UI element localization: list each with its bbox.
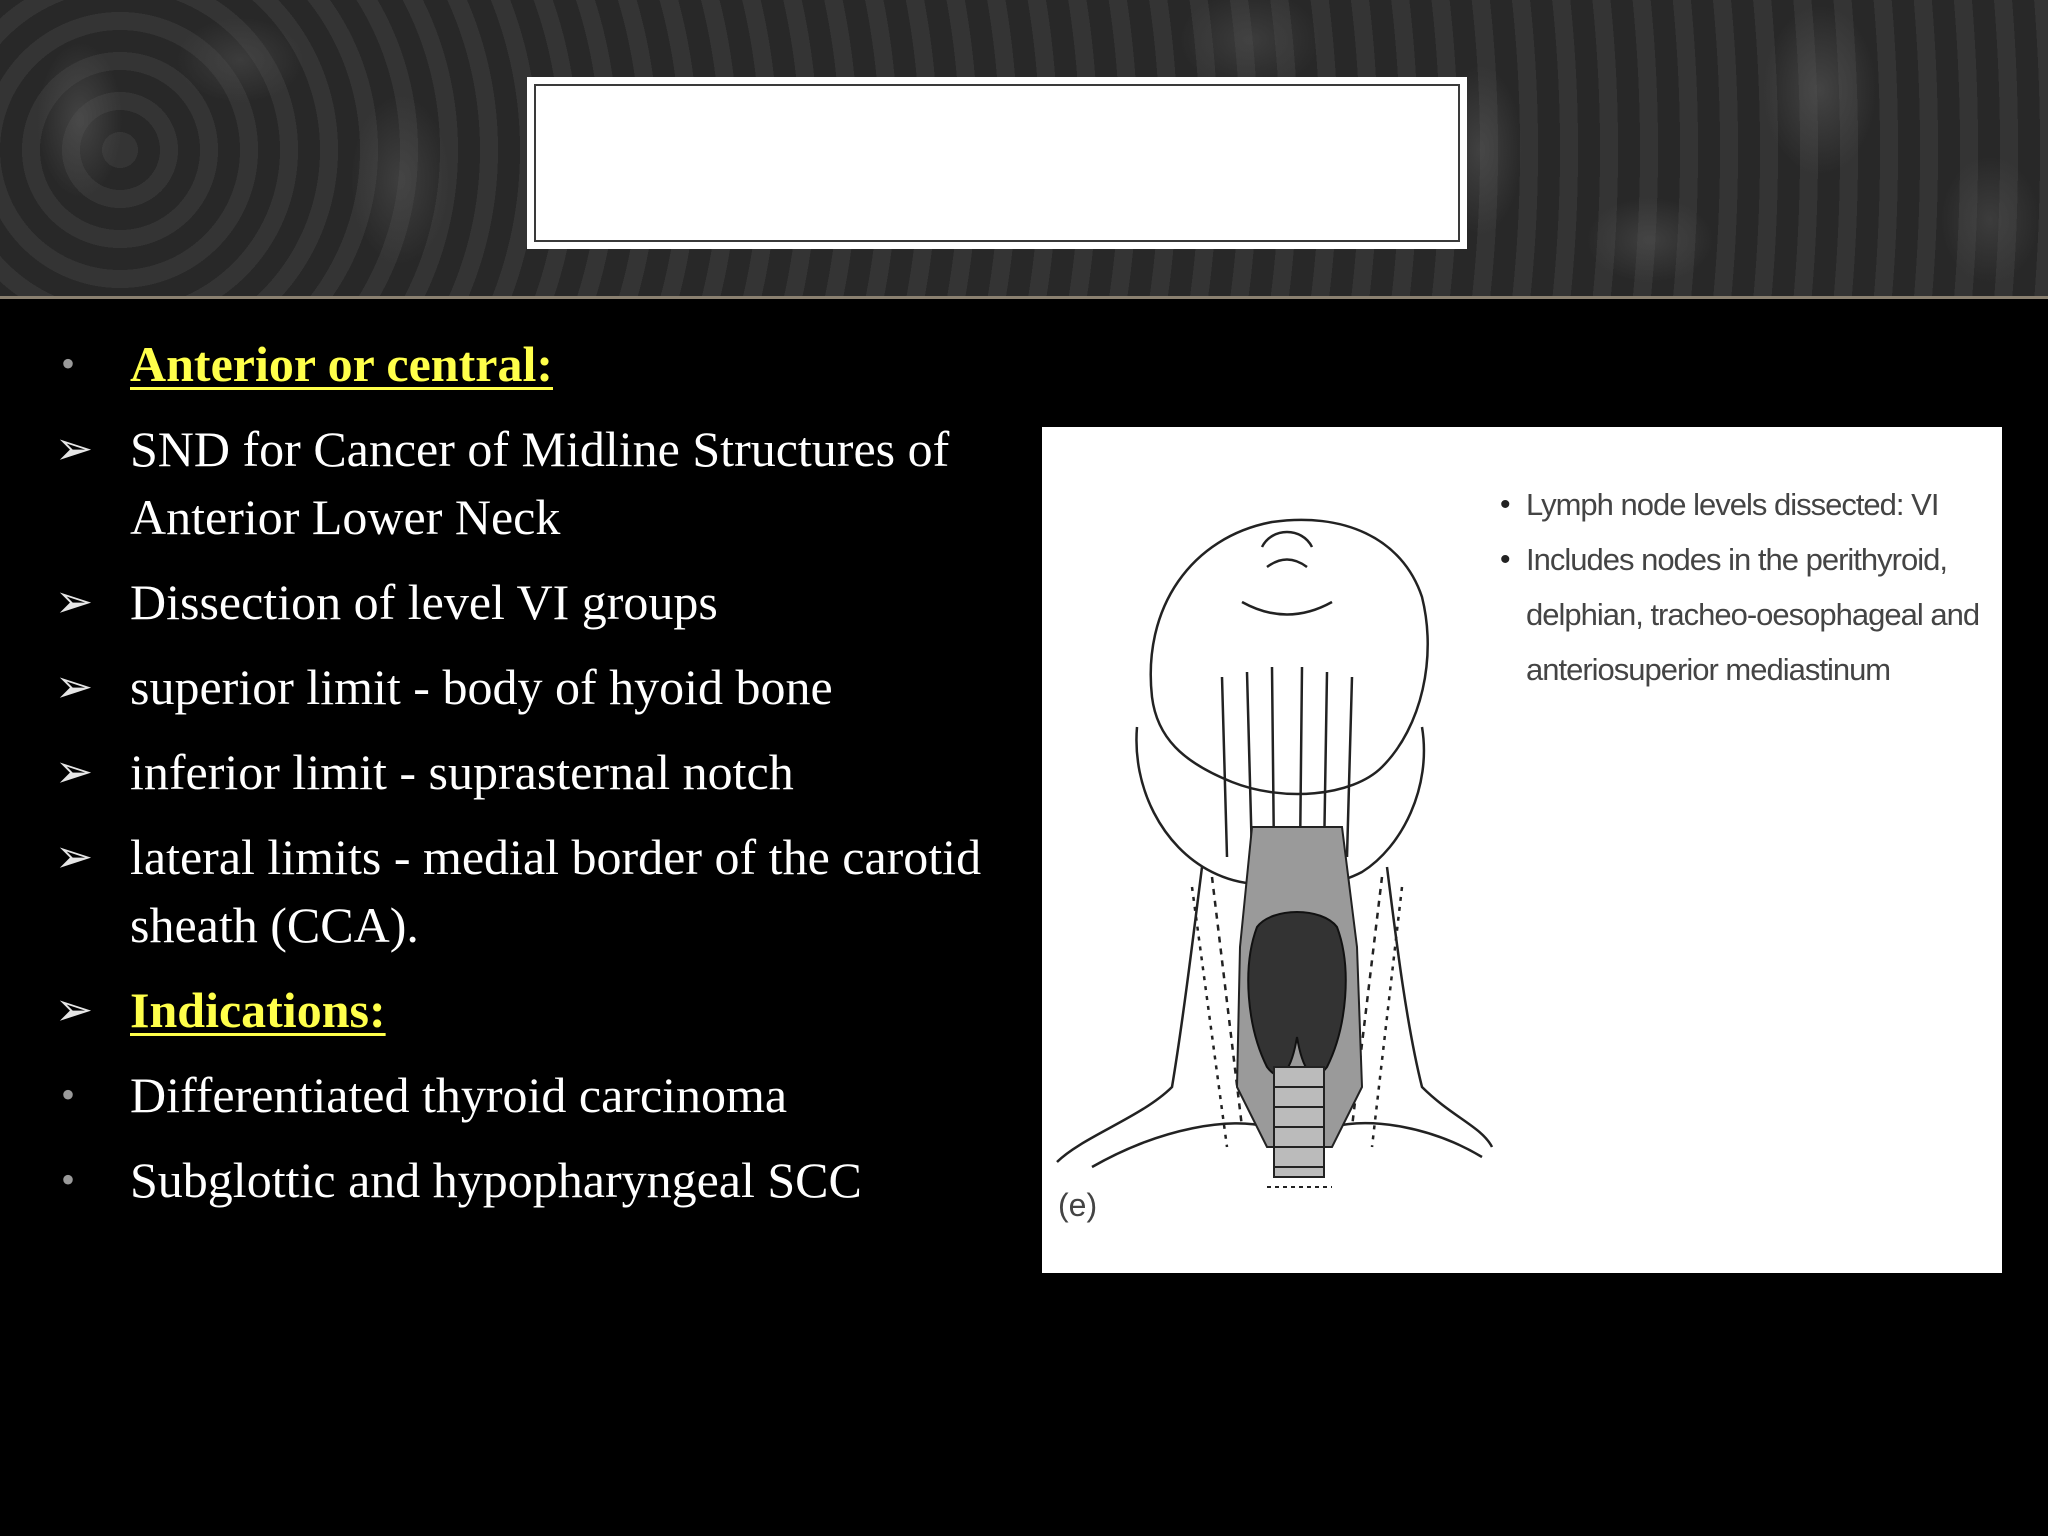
arrow-bullet-icon: ➢ bbox=[54, 576, 94, 627]
list-item-text: Dissection of level VI groups bbox=[130, 574, 718, 630]
neck-right bbox=[1387, 867, 1492, 1147]
bullet-dot-icon: • bbox=[1500, 488, 1510, 521]
trachea-rings bbox=[1274, 1067, 1324, 1177]
figure-caption-list bbox=[1500, 477, 2000, 697]
slide-title bbox=[534, 84, 1460, 242]
list-item-text: Differentiated thyroid carcinoma bbox=[130, 1067, 788, 1123]
section-heading-indications: Indications: bbox=[130, 982, 386, 1038]
arrow-bullet-icon: ➢ bbox=[54, 661, 94, 712]
list-item-text: inferior limit - suprasternal notch bbox=[130, 744, 794, 800]
arrow-bullet-icon: ➢ bbox=[54, 984, 94, 1035]
list-item-text: SND for Cancer of Midline Structures of Anterior Lower Neck bbox=[130, 421, 950, 545]
list-item-text: lateral limits - medial border of the carotid sheath (CCA). bbox=[130, 829, 982, 953]
arrow-bullet-icon: ➢ bbox=[54, 746, 94, 797]
figure-label: (e) bbox=[1058, 1187, 1098, 1223]
section-heading-anterior: Anterior or central: bbox=[130, 336, 553, 392]
head-outline bbox=[1151, 520, 1428, 794]
list-item-text: superior limit - body of hyoid bone bbox=[130, 659, 833, 715]
figure-caption-item: • Lymph node levels dissected: VI bbox=[1500, 477, 2000, 532]
neck-left bbox=[1057, 867, 1202, 1162]
neck-dissection-figure bbox=[1042, 427, 2002, 1273]
bullet-dot-icon: • bbox=[1500, 543, 1510, 576]
arrow-bullet-icon: ➢ bbox=[54, 423, 94, 474]
figure-caption-item: • Includes nodes in the perithyroid, delphian, tracheo-oesophageal and anteriosuperior mediastinum bbox=[1500, 532, 2000, 697]
list-item-text: Subglottic and hypopharyngeal SCC bbox=[130, 1152, 862, 1208]
arrow-bullet-icon: ➢ bbox=[54, 831, 94, 882]
bullet-dot-icon: • bbox=[60, 1072, 75, 1117]
header-divider bbox=[0, 296, 2048, 299]
clavicle-right bbox=[1332, 1123, 1482, 1157]
slide-title-box bbox=[527, 77, 1467, 249]
bullet-dot-icon: • bbox=[60, 341, 75, 386]
clavicle-left bbox=[1092, 1123, 1267, 1167]
bullet-dot-icon: • bbox=[60, 1157, 75, 1202]
